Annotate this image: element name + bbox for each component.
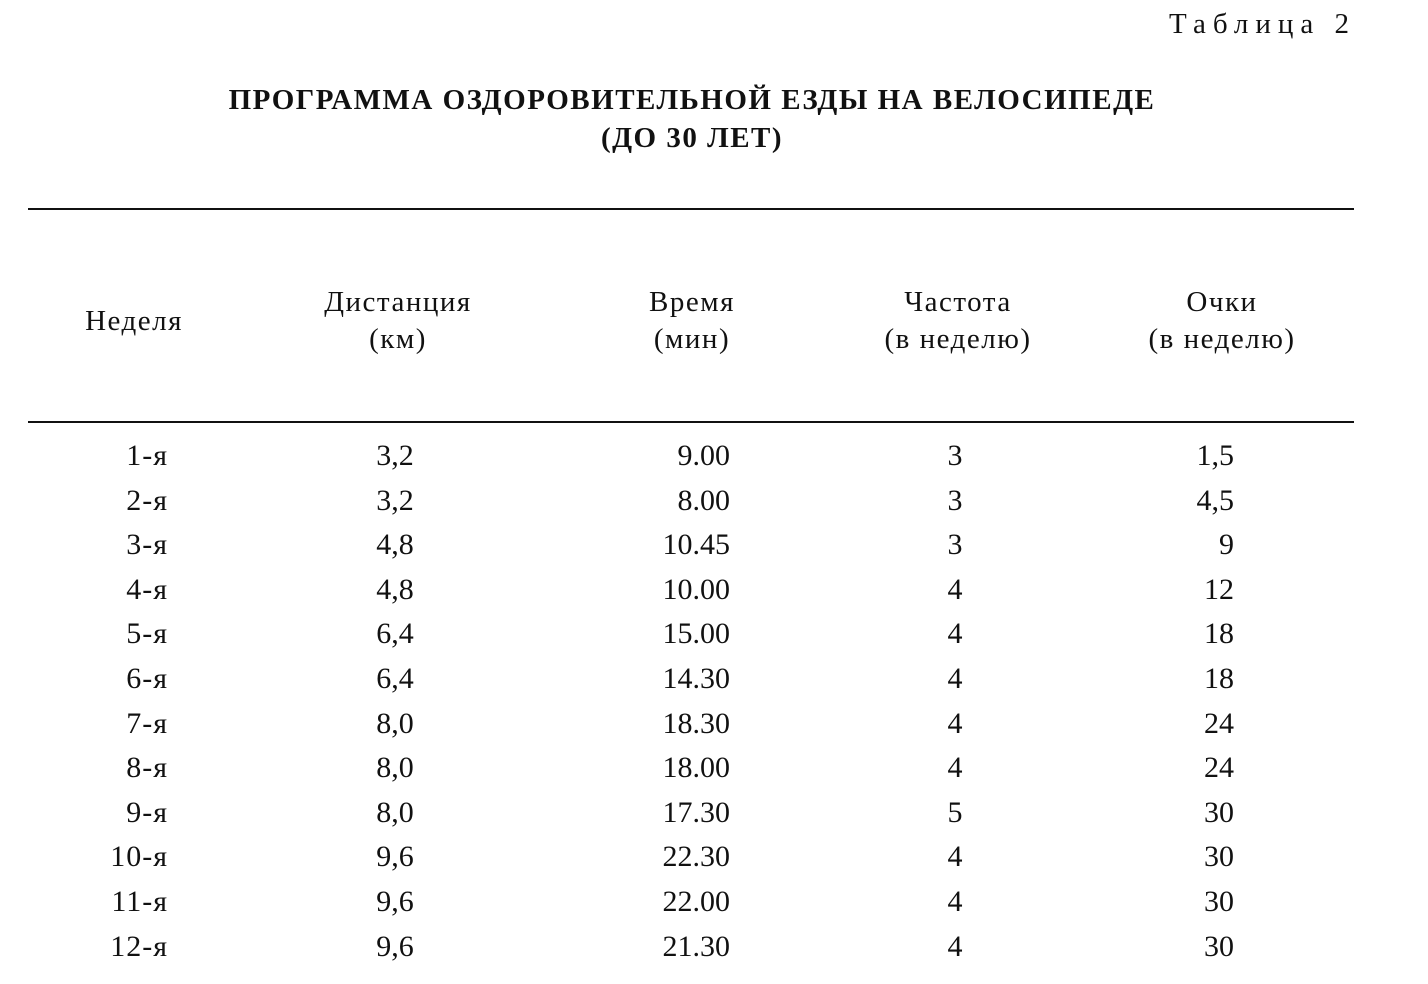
table-row (0, 746, 1428, 791)
header-frequency (848, 284, 1068, 358)
table-row (0, 612, 1428, 657)
time-cell: 10.45 (662, 528, 730, 562)
frequency-cell: 4 (947, 840, 963, 874)
header-points (1112, 284, 1332, 358)
frequency-cell: 3 (947, 528, 963, 562)
distance-cell: 8,0 (376, 751, 414, 785)
distance-cell: 4,8 (376, 528, 414, 562)
points-cell: 1,5 (1196, 439, 1234, 472)
points-cell: 18 (1204, 617, 1234, 651)
header-week-label: Неделя (85, 305, 183, 337)
header-distance (293, 284, 503, 358)
time-cell: 22.30 (662, 840, 730, 874)
time-cell: 22.00 (662, 884, 730, 918)
points-cell: 30 (1204, 795, 1234, 829)
table-row (0, 523, 1428, 568)
points-cell: 30 (1204, 884, 1234, 918)
week-cell: 4-я (126, 572, 168, 606)
header-points-unit: (в неделю) (1148, 323, 1296, 355)
time-cell: 21.30 (662, 929, 730, 963)
distance-cell: 8,0 (376, 706, 414, 740)
table-row (0, 434, 1428, 479)
points-cell: 24 (1204, 751, 1234, 785)
week-cell: 7-я (126, 706, 168, 740)
frequency-cell: 4 (947, 706, 963, 740)
points-cell: 24 (1204, 706, 1234, 740)
distance-cell: 8,0 (376, 795, 414, 829)
header-frequency-unit: (в неделю) (884, 323, 1032, 355)
header-time-label: Время (649, 286, 735, 318)
points-cell: 4,5 (1196, 483, 1234, 517)
time-cell: 17.30 (662, 795, 730, 829)
frequency-cell: 4 (947, 884, 963, 918)
frequency-cell: 4 (947, 929, 963, 963)
table-title: ПРОГРАММА ОЗДОРОВИТЕЛЬНОЙ ЕЗДЫ НА ВЕЛОСИПЕДЕ (228, 84, 1156, 116)
frequency-cell: 4 (947, 751, 963, 785)
week-cell: 12-я (110, 929, 168, 963)
week-cell: 5-я (126, 617, 168, 651)
week-cell: 10-я (110, 840, 168, 874)
table-row (0, 835, 1428, 880)
table-body (0, 434, 1428, 969)
table-row (0, 702, 1428, 747)
frequency-cell: 3 (947, 439, 963, 472)
frequency-cell: 4 (947, 617, 963, 651)
week-cell: 6-я (126, 661, 168, 695)
week-cell: 9-я (126, 795, 168, 829)
distance-cell: 9,6 (376, 840, 414, 874)
table-row (0, 657, 1428, 702)
points-cell: 18 (1204, 661, 1234, 695)
table-number-label: Таблица 2 (1168, 8, 1356, 40)
header-bottom-rule (28, 421, 1354, 423)
table-row (0, 479, 1428, 524)
week-cell: 2-я (126, 483, 168, 517)
header-frequency-label: Частота (904, 286, 1012, 318)
time-cell: 18.30 (662, 706, 730, 740)
header-distance-label: Дистанция (324, 286, 472, 318)
week-cell: 11-я (111, 884, 168, 918)
time-cell: 15.00 (662, 617, 730, 651)
time-cell: 8.00 (677, 483, 730, 517)
week-cell: 1-я (126, 439, 168, 472)
points-cell: 30 (1204, 929, 1234, 963)
header-time (612, 284, 772, 358)
distance-cell: 3,2 (376, 483, 414, 517)
frequency-cell: 3 (947, 483, 963, 517)
points-cell: 30 (1204, 840, 1234, 874)
header-points-label: Очки (1186, 286, 1258, 318)
distance-cell: 6,4 (376, 661, 414, 695)
time-cell: 10.00 (662, 572, 730, 606)
distance-cell: 9,6 (376, 884, 414, 918)
frequency-cell: 4 (947, 661, 963, 695)
table-top-rule (28, 208, 1354, 210)
points-cell: 12 (1204, 572, 1234, 606)
table-row (0, 880, 1428, 925)
header-distance-unit: (км) (369, 323, 427, 355)
header-time-unit: (мин) (653, 323, 731, 355)
table-subtitle: (ДО 30 ЛЕТ) (600, 122, 784, 154)
time-cell: 18.00 (662, 751, 730, 785)
table-row (0, 791, 1428, 836)
time-cell: 9.00 (677, 439, 730, 472)
frequency-cell: 5 (947, 795, 963, 829)
points-cell: 9 (1219, 528, 1234, 562)
distance-cell: 9,6 (376, 929, 414, 963)
week-cell: 3-я (126, 528, 168, 562)
time-cell: 14.30 (662, 661, 730, 695)
table-row (0, 925, 1428, 970)
week-cell: 8-я (126, 751, 168, 785)
table-row (0, 568, 1428, 613)
distance-cell: 3,2 (376, 439, 414, 472)
distance-cell: 6,4 (376, 617, 414, 651)
frequency-cell: 4 (947, 572, 963, 606)
header-week (54, 303, 214, 340)
distance-cell: 4,8 (376, 572, 414, 606)
